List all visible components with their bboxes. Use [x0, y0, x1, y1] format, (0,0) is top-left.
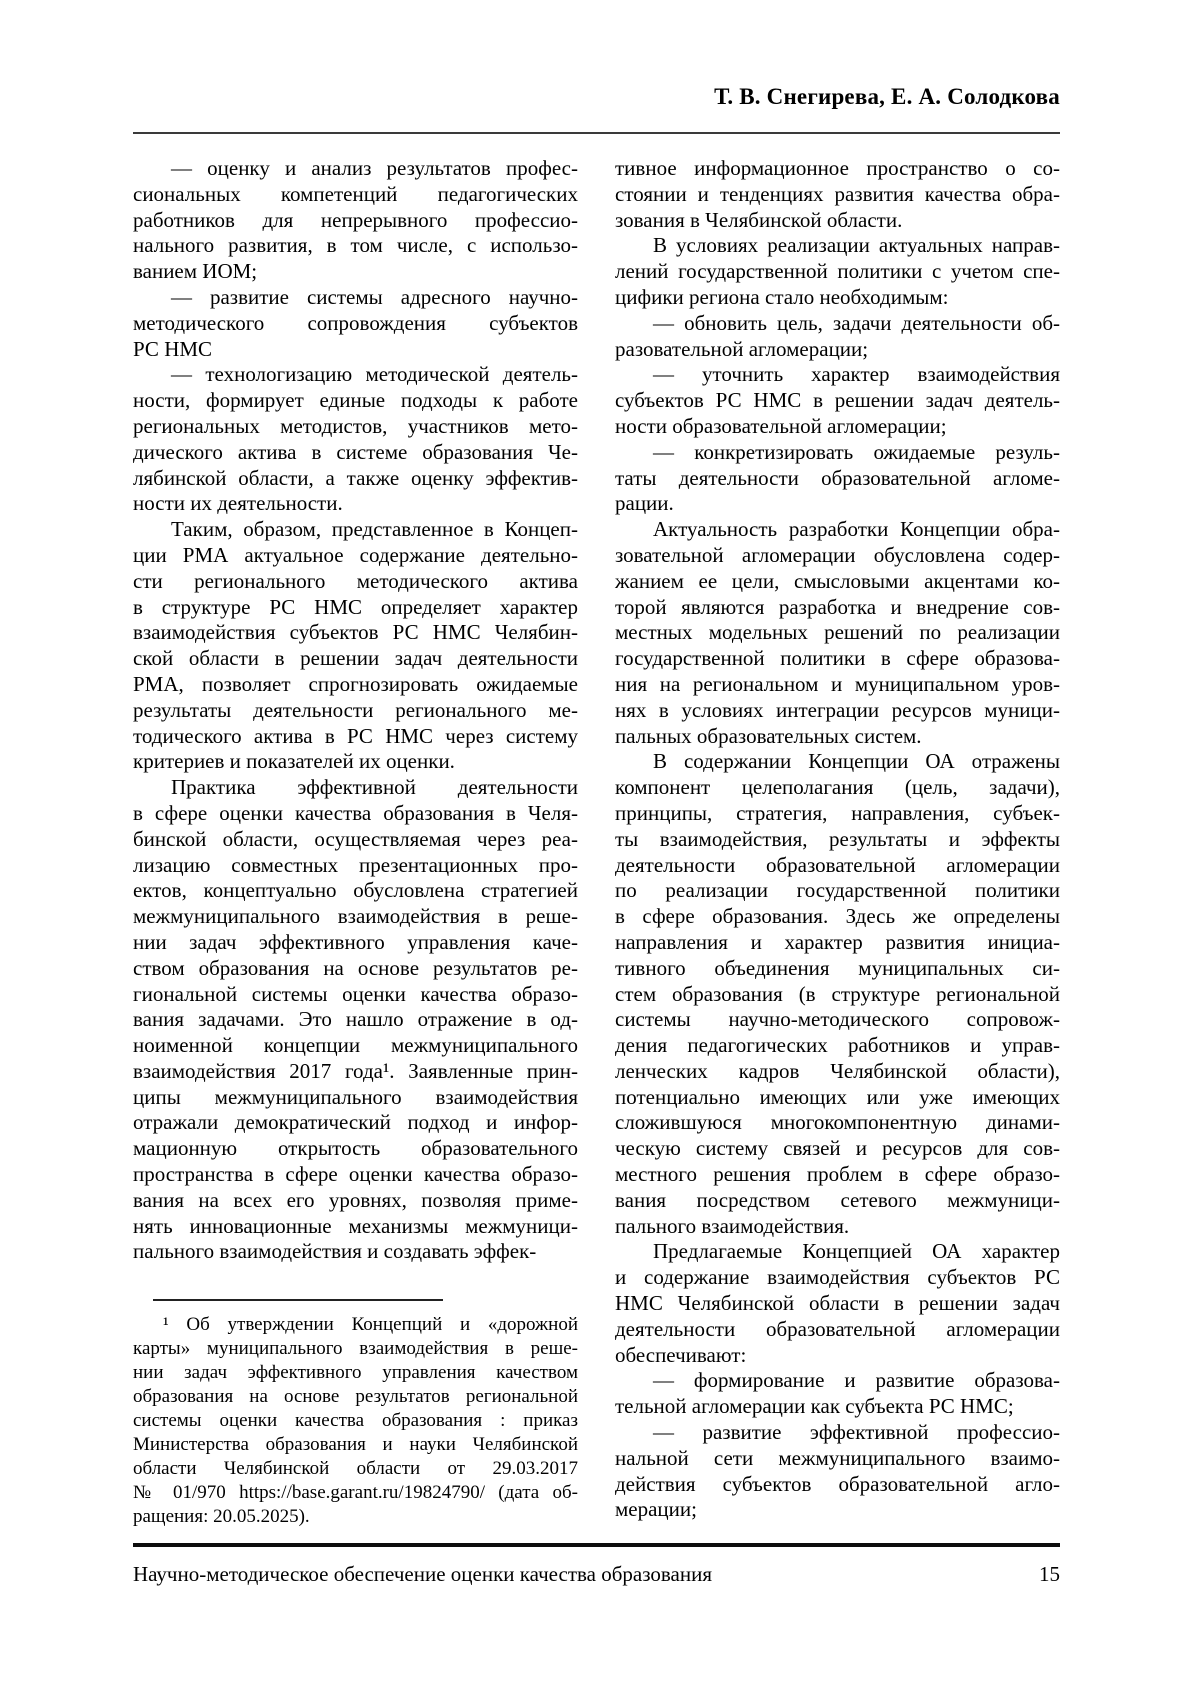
text-line: мационную открытость образовательного	[133, 1136, 578, 1161]
text-line: вания на всех его уровнях, позволяя приме-	[133, 1187, 578, 1212]
text-line: вания посредством сетевого межмуници-	[615, 1187, 1060, 1212]
text-line: нального развития, в том числе, с использо-	[133, 233, 578, 258]
text-line: компонент целеполагания (цель, задачи),	[615, 775, 1060, 800]
text-line: разовательной агломерации;	[615, 336, 869, 361]
text-line: работников для непрерывного профессио-	[133, 207, 578, 232]
text-line: обеспечивают:	[615, 1342, 747, 1367]
left-column	[133, 156, 578, 1265]
text-line: дения педагогических работников и управ-	[615, 1033, 1060, 1058]
text-line: Министерства образования и науки Челябинской	[133, 1434, 578, 1455]
text-line: ности образовательной агломерации;	[615, 413, 947, 438]
text-line: Предлагаемые Концепцией ОА характер	[653, 1239, 1060, 1264]
text-line: зования в Челябинской области.	[615, 207, 903, 232]
text-line: области Челябинской области от 29.03.2017	[133, 1458, 578, 1479]
paragraph	[615, 517, 1060, 749]
text-line: деятельности образовательной агломерации	[615, 1316, 1060, 1341]
paragraph	[615, 440, 1060, 517]
text-line: № 01/970 https://base.garant.ru/19824790/ (дата об-	[133, 1482, 578, 1503]
text-line: стоянии и тенденциях развития качества обра-	[615, 181, 1060, 206]
paragraph	[615, 311, 1060, 363]
text-line: субъектов РС НМС в решении задач деятель-	[615, 388, 1060, 413]
paragraph	[615, 156, 1060, 233]
text-line: принципы, стратегия, направления, субъек-	[615, 800, 1060, 825]
text-line: нии задач эффективного управления качеством	[133, 1362, 578, 1383]
text-line: местных модельных решений по реализации	[615, 620, 1060, 645]
text-line: Практика эффективной деятельности	[171, 775, 578, 800]
text-line: сти регионального методического актива	[133, 568, 578, 593]
text-line: карты» муниципального взаимодействия в реше-	[133, 1338, 578, 1359]
text-line: нии задач эффективного управления каче-	[133, 929, 578, 954]
text-line: ноименной концепции межмуниципального	[133, 1033, 578, 1058]
text-line: методического сопровождения субъектов	[133, 310, 578, 335]
text-line: сложившуюся многокомпонентную динами-	[615, 1110, 1060, 1135]
paragraph	[133, 362, 578, 517]
text-line: местного решения проблем в сфере образо-	[615, 1162, 1060, 1187]
text-line: — развитие эффективной профессио-	[653, 1420, 1060, 1445]
text-line: нять инновационные механизмы межмуници-	[133, 1213, 578, 1238]
text-line: стем образования (в структуре региональной	[615, 981, 1060, 1006]
text-line: Таким, образом, представленное в Концеп-	[171, 517, 578, 542]
text-line: государственной политики в сфере образова-	[615, 646, 1060, 671]
text-line: деятельности образовательной агломерации	[615, 852, 1060, 877]
text-line: отражали демократический подход и инфор-	[133, 1110, 578, 1135]
text-line: рации.	[615, 491, 674, 516]
paragraph	[133, 517, 578, 775]
footnote-separator	[153, 1299, 443, 1301]
text-line: сиональных компетенций педагогических	[133, 181, 578, 206]
paragraph	[133, 775, 578, 1265]
text-line: ской области в решении задач деятельности	[133, 646, 578, 671]
text-line: Актуальность разработки Концепции обра-	[653, 517, 1060, 542]
text-line: ¹ Об утверждении Концепций и «дорожной	[163, 1314, 578, 1335]
paragraph	[133, 285, 578, 362]
paragraph	[615, 1239, 1060, 1368]
paragraph	[133, 1313, 578, 1529]
text-line: бинской области, осуществляемая через реа-	[133, 826, 578, 851]
text-line: критериев и показателей их оценки.	[133, 749, 455, 774]
text-line: ством образования на основе результатов ре-	[133, 955, 578, 980]
text-line: — уточнить характер взаимодействия	[653, 362, 1060, 387]
text-line: — оценку и анализ результатов профес-	[171, 156, 578, 180]
header-rule	[133, 132, 1060, 134]
text-line: мерации;	[615, 1497, 697, 1522]
paragraph	[615, 362, 1060, 439]
text-line: торой являются разработка и внедрение сов-	[615, 594, 1060, 619]
text-line: пространства в сфере оценки качества образо-	[133, 1162, 578, 1187]
text-line: цифики региона стало необходимым:	[615, 284, 949, 309]
text-line: потенциально имеющих или уже имеющих	[615, 1084, 1060, 1109]
text-line: вания задачами. Это нашло отражение в од-	[133, 1007, 578, 1032]
text-line: взаимодействия субъектов РС НМС Челябин-	[133, 620, 578, 645]
text-line: ческую систему связей и ресурсов для сов-	[615, 1136, 1060, 1161]
text-line: нальной сети межмуниципального взаимо-	[615, 1445, 1060, 1470]
paragraph	[615, 1368, 1060, 1420]
text-line: лизацию совместных презентационных про-	[133, 852, 578, 877]
text-line: ектов, концептуально обусловлена стратегией	[133, 878, 578, 903]
text-line: тивного объединения муниципальных си-	[615, 955, 1060, 980]
text-line: в сфере образования. Здесь же определены	[615, 904, 1060, 929]
text-line: пального взаимодействия и создавать эффек-	[133, 1239, 537, 1264]
page-number: 15	[1039, 1562, 1060, 1586]
text-line: и содержание взаимодействия субъектов РС	[615, 1265, 1060, 1290]
text-line: направления и характер развития инициа-	[615, 929, 1060, 954]
text-line: — формирование и развитие образова-	[653, 1368, 1060, 1393]
text-line: в структуре РС НМС определяет характер	[133, 594, 578, 619]
text-line: ванием ИОМ;	[133, 259, 258, 284]
paragraph	[615, 749, 1060, 1239]
text-line: гиональной системы оценки качества образо-	[133, 981, 578, 1006]
text-line: тивное информационное пространство о со-	[615, 156, 1060, 180]
text-line: пальных образовательных систем.	[615, 723, 922, 748]
text-line: зовательной агломерации обусловлена содер-	[615, 542, 1060, 567]
text-line: результаты деятельности регионального ме-	[133, 697, 578, 722]
text-line: ции РМА актуальное содержание деятельно-	[133, 542, 578, 567]
text-line: ращения: 20.05.2025).	[133, 1506, 310, 1527]
running-title: Научно-методическое обеспечение оценки качества образования	[133, 1562, 713, 1586]
text-line: ты взаимодействия, результаты и эффекты	[615, 826, 1060, 851]
text-line: В условиях реализации актуальных направ-	[653, 233, 1060, 258]
text-line: ния на региональном и муниципальном уров-	[615, 671, 1060, 696]
text-line: действия субъектов образовательной агло-	[615, 1471, 1060, 1496]
footer	[133, 1562, 1060, 1587]
text-line: РС НМС	[133, 336, 213, 361]
text-line: ципы межмуниципального взаимодействия	[133, 1084, 578, 1109]
text-line: — технологизацию методической деятель-	[171, 362, 578, 387]
text-line: дического актива в системе образования Че-	[133, 439, 578, 464]
text-line: тельной агломерации как субъекта РС НМС;	[615, 1394, 1014, 1419]
text-line: НМС Челябинской области в решении задач	[615, 1291, 1060, 1316]
text-line: В содержании Концепции ОА отражены	[653, 749, 1060, 774]
text-line: взаимодействия 2017 года¹. Заявленные прин-	[133, 1058, 578, 1083]
footer-rule	[133, 1543, 1060, 1547]
text-line: региональных методистов, участников мето-	[133, 413, 578, 438]
author-line: Т. В. Снегирева, Е. А. Солодкова	[714, 84, 1060, 109]
text-line: системы оценки качества образования : приказ	[133, 1410, 578, 1431]
text-line: пального взаимодействия.	[615, 1213, 850, 1238]
text-line: — конкретизировать ожидаемые резуль-	[653, 439, 1060, 464]
text-line: системы научно-методического сопровож-	[615, 1007, 1060, 1032]
right-column	[615, 156, 1060, 1523]
text-line: образования на основе результатов региональной	[133, 1386, 578, 1407]
text-line: РМА, позволяет спрогнозировать ожидаемые	[133, 671, 578, 696]
text-line: в сфере оценки качества образования в Челя-	[133, 800, 578, 825]
text-line: ности их деятельности.	[133, 491, 343, 516]
text-line: — обновить цель, задачи деятельности об-	[653, 310, 1060, 335]
text-line: ности, формирует единые подходы к работе	[133, 388, 578, 413]
text-line: тодического актива в РС НМС через систему	[133, 723, 578, 748]
text-line: — развитие системы адресного научно-	[171, 284, 578, 309]
text-line: межмуниципального взаимодействия в реше-	[133, 904, 578, 929]
paragraph	[615, 1420, 1060, 1523]
text-line: таты деятельности образовательной агломе-	[615, 465, 1060, 490]
text-line: жанием ее цели, смысловыми акцентами ко-	[615, 568, 1060, 593]
text-line: ленческих кадров Челябинской области),	[615, 1058, 1060, 1083]
paragraph	[615, 233, 1060, 310]
text-line: лений государственной политики с учетом спе-	[615, 259, 1060, 284]
footnote	[133, 1313, 578, 1529]
text-line: по реализации государственной политики	[615, 878, 1060, 903]
text-line: лябинской области, а также оценку эффектив-	[133, 465, 578, 490]
paragraph	[133, 156, 578, 285]
text-line: нях в условиях интеграции ресурсов муници-	[615, 697, 1060, 722]
